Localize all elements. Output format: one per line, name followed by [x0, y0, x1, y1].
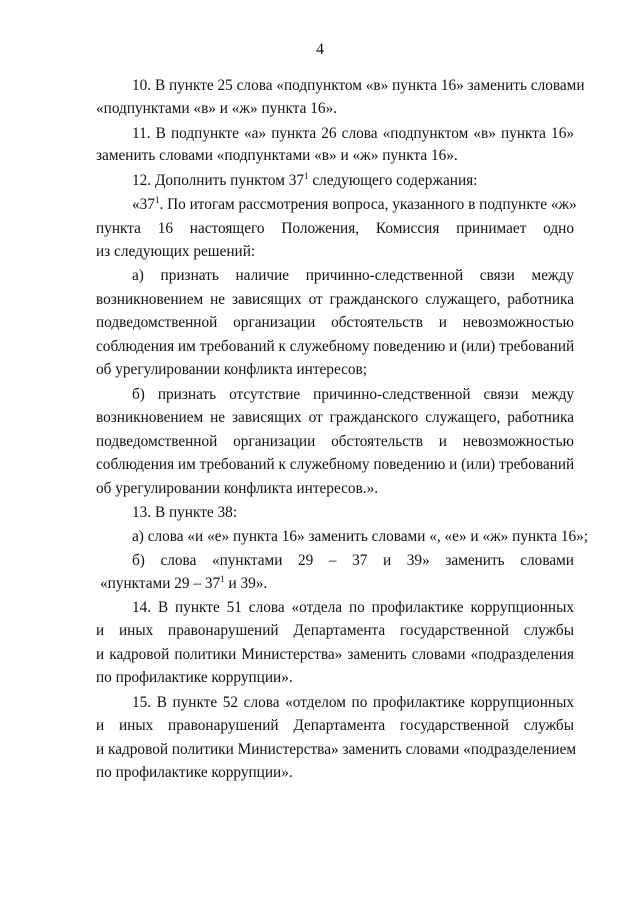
subitem-b-line-5: об урегулировании конфликта интересов.».: [96, 480, 379, 497]
item-14-line-3: и кадровой политики Министерства» заменить словами «подразделения: [96, 646, 574, 663]
point-37-1-line-3: из следующих решений:: [96, 243, 256, 260]
item-13-b-line-1: б) слова «пунктами 29 – 37 и 39» заменить словами: [132, 552, 574, 569]
item-13-b-text-a: «пунктами 29 – 37: [100, 575, 221, 592]
item-14-line-1: 14. В пункте 51 слова «отдела по профилактике коррупционных: [132, 599, 574, 616]
item-12-line-1: [132, 171, 574, 191]
point-37-1-text-a: «37: [132, 196, 155, 213]
item-11-line-2: заменить словами «подпунктами «в» и «ж» пункта 16».: [96, 147, 458, 164]
subitem-a-line-3: подведомственной организации обстоятельств и невозможностью: [96, 314, 574, 331]
item-15-line-3: и кадровой политики Министерства» заменить словами «подразделением: [96, 741, 577, 758]
subitem-b-line-4: соблюдения им требований к служебному поведению и (или) требований: [96, 456, 575, 473]
subitem-b-line-3: подведомственной организации обстоятельств и невозможностью: [96, 433, 574, 450]
item-14-line-4: по профилактике коррупции».: [96, 669, 293, 686]
item-12-text-a: 12. Дополнить пунктом 37: [132, 172, 305, 189]
item-11-line-1: 11. В подпункте «а» пункта 26 слова «подпунктом «в» пункта 16»: [132, 125, 574, 142]
subitem-b-line-1: б) признать отсутствие причинно-следственной связи между: [132, 386, 574, 403]
item-13-b-line-2: [100, 574, 574, 594]
item-15-line-1: 15. В пункте 52 слова «отделом по профилактике коррупционных: [132, 694, 574, 711]
item-10-line-2: «подпунктами «в» и «ж» пункта 16».: [96, 100, 337, 117]
point-37-1-line-1: [132, 195, 577, 215]
item-10-line-1: 10. В пункте 25 слова «подпунктом «в» пункта 16» заменить словами: [132, 77, 585, 94]
item-14-line-2: и иных правонарушений Департамента государственной службы: [96, 622, 574, 639]
subitem-a-line-1: а) признать наличие причинно-следственной связи между: [132, 267, 574, 284]
item-13-a: а) слова «и «е» пункта 16» заменить словами «, «е» и «ж» пункта 16»;: [132, 528, 589, 545]
superscript-1: 1: [304, 171, 309, 181]
item-12-text-b: следующего содержания:: [308, 172, 478, 189]
point-37-1-text-b: . По итогам рассмотрения вопроса, указанного в подпункте «ж»: [159, 196, 577, 213]
page-number: 4: [316, 41, 324, 58]
superscript-1: 1: [154, 195, 160, 205]
point-37-1-line-2: пункта 16 настоящего Положения, Комиссия принимает одно: [96, 220, 574, 237]
subitem-a-line-4: соблюдения им требований к служебному поведению и (или) требований: [96, 338, 575, 355]
subitem-a-line-5: об урегулировании конфликта интересов;: [96, 361, 368, 378]
superscript-1: 1: [220, 574, 225, 584]
item-15-line-4: по профилактике коррупции».: [96, 764, 293, 781]
subitem-a-line-2: возникновением не зависящих от гражданского служащего, работника: [96, 291, 574, 308]
item-15-line-2: и иных правонарушений Департамента государственной службы: [96, 717, 574, 734]
subitem-b-line-2: возникновением не зависящих от гражданского служащего, работника: [96, 409, 574, 426]
item-13-b-text-b: и 39».: [224, 575, 268, 592]
item-13-heading: 13. В пункте 38:: [132, 504, 238, 521]
